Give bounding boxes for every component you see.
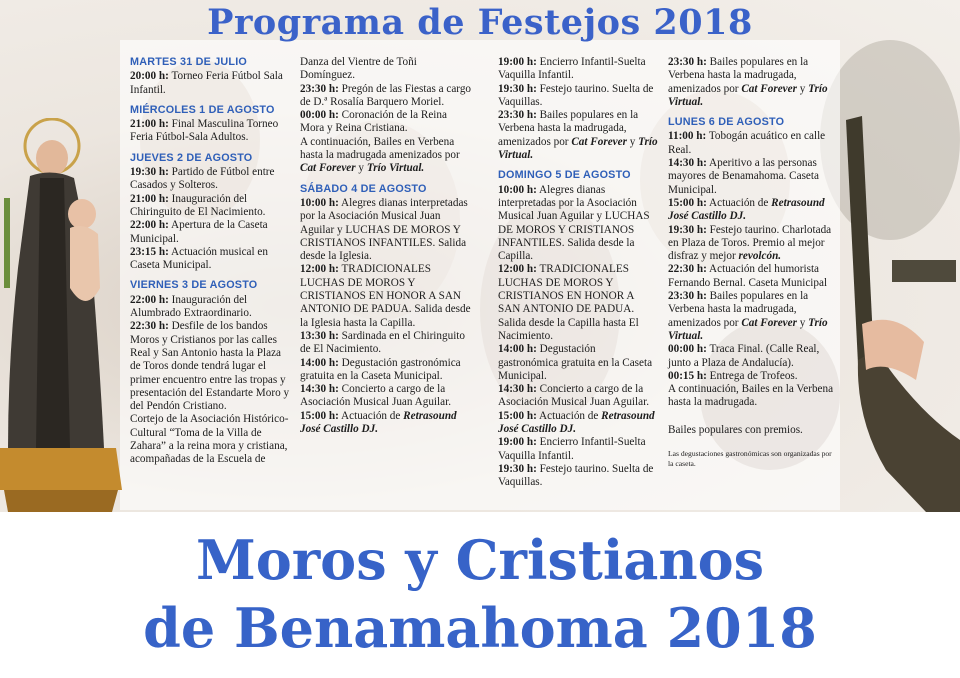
event-text: Festejo taurino. Charlotada en Plaza de Toros. Premio al mejor disfraz y mejor [668, 223, 832, 263]
event-text: Sardinada en el Chiringuito de El Nacimiento. [300, 329, 466, 356]
event-text: Torneo Feria Fútbol Sala Infantil. [130, 70, 283, 96]
event-time: 15:00 h: [668, 196, 707, 209]
event-time: 22:00 h: [130, 293, 169, 306]
event-text: Traca Final. (Calle Real, junto a Plaza de Andalucía). [668, 343, 820, 369]
event-time: 12:00 h: [498, 263, 537, 276]
program-column-1 [130, 56, 290, 467]
event-item [668, 370, 838, 383]
event-time: 10:00 h: [498, 183, 537, 196]
closing-note: Bailes populares con premios. [668, 423, 803, 436]
event-item [130, 118, 290, 145]
event-item [300, 357, 472, 384]
event-time: 19:30 h: [668, 223, 707, 236]
event-item [498, 436, 658, 463]
program-column-2 [300, 56, 472, 436]
event-item [498, 109, 658, 162]
event-time: 21:00 h: [130, 192, 169, 205]
event-continuation: A continuación, Bailes en la Verbena hasta la madrugada. [668, 383, 834, 409]
dj-name: Retrasound José Castillo DJ. [300, 409, 457, 436]
festival-name-line-1: Moros y Cristianos [195, 528, 765, 592]
event-text: Final Masculina Torneo Feria Fútbol-Sala Adultos. [130, 118, 279, 144]
musket-image [836, 110, 960, 512]
event-continuation [300, 136, 472, 176]
saint-statue-image [0, 118, 122, 512]
band-name: Cat Forever [571, 135, 627, 148]
event-item [498, 83, 658, 110]
event-time: 00:15 h: [668, 369, 707, 382]
event-time: 14:30 h: [668, 157, 707, 170]
event-time: 11:00 h: [668, 130, 707, 143]
event-text: Alegres dianas interpretadas por la Asociación Musical Juan Aguilar y LUCHAS DE MOROS Y CRISTIANOS INFANTILES. Salida desde la Capilla. [498, 183, 650, 263]
event-item [668, 224, 838, 264]
event-item [300, 410, 472, 437]
event-time: 13:30 h: [300, 329, 339, 342]
event-time: 10:00 h: [300, 196, 339, 209]
event-time: 22:00 h: [130, 219, 169, 232]
event-text: Actuación de [706, 196, 772, 209]
event-item [300, 109, 472, 136]
event-item [130, 246, 290, 273]
festival-name-line-2: de Benamahoma 2018 [143, 596, 817, 660]
event-text: Desfile de los bandos Moros y Cristianos por las calles Real y San Antonio hasta la Plaza de Toros donde tendrá lugar el primer encuentro entre las tropas y presentación del Estandarte Moro y del Pendón Cristiano. [130, 320, 290, 413]
band-name: Cat Forever [300, 162, 356, 175]
event-time: 19:00 h: [498, 56, 537, 68]
event-text: Bailes populares en la Verbena hasta la madrugada, amenizados por [498, 109, 639, 148]
band-name: Trío Virtual. [498, 135, 658, 162]
prize-name: revolcón. [738, 250, 782, 263]
band-name: Trío Virtual. [366, 162, 425, 175]
dj-name: Retrasound José Castillo DJ. [498, 409, 655, 436]
band-name: Trío Virtual. [668, 82, 828, 108]
dj-name: Retrasound José Castillo DJ. [668, 196, 825, 223]
event-item [130, 294, 290, 321]
day-heading: SÁBADO 4 DE AGOSTO [300, 182, 427, 195]
event-text: Aperitivo a las personas mayores de Benamahoma. Caseta Municipal. [668, 157, 819, 196]
event-item [130, 166, 290, 193]
event-continuation: Cortejo de la Asociación Histórico-Cultural “Toma de la Villa de Zahara” a la reina mora y cristiana, acompañadas de la Escuela de [130, 413, 289, 466]
event-text: Partido de Fútbol entre Casados y Solteros. [130, 166, 275, 192]
event-text: Alegres dianas interpretadas por la Asociación Musical Juan Aguilar y LUCHAS DE MOROS Y CRISTIANOS INFANTILES. Salida desde la Iglesia. [300, 196, 468, 263]
event-item [130, 70, 290, 97]
event-text: Tobogán acuático en calle Real. [668, 130, 826, 156]
event-item [498, 184, 658, 264]
event-item [668, 343, 838, 370]
event-text: y [796, 316, 809, 329]
event-text: Pregón de las Fiestas a cargo de D.ª Rosalía Barquero Moriel. [300, 82, 472, 108]
band-name: Cat Forever [741, 82, 797, 95]
event-item [130, 320, 290, 413]
day-heading: LUNES 6 DE AGOSTO [668, 116, 785, 129]
event-text: Festejo taurino. Suelta de Vaquillas. [498, 82, 654, 108]
event-text: Festejo taurino. Suelta de Vaquillas. [498, 462, 654, 489]
day-heading: VIERNES 3 DE AGOSTO [130, 279, 258, 292]
event-text: TRADICIONALES LUCHAS DE MOROS Y CRISTIANOS EN HONOR A SAN ANTONIO DE PADUA. Salida desde la Capilla hasta El Nacimiento. [498, 263, 639, 342]
event-time: 23:30 h: [668, 56, 707, 68]
event-text: Apertura de la Caseta Municipal. [130, 219, 268, 245]
event-item [498, 343, 658, 383]
event-text: Encierro Infantil-Suelta Vaquilla Infantil. [498, 436, 646, 462]
event-item [300, 383, 472, 410]
event-text: Actuación de [338, 409, 404, 422]
event-item [668, 157, 838, 197]
event-item [300, 83, 472, 110]
event-time: 14:00 h: [300, 356, 339, 369]
event-time: 22:30 h: [130, 320, 169, 333]
event-item [130, 193, 290, 220]
event-time: 22:30 h: [668, 263, 707, 276]
event-text: Actuación musical en Caseta Municipal. [130, 245, 268, 272]
event-item [130, 219, 290, 246]
event-text: Actuación del humorista Fernando Bernal. Caseta Municipal [668, 263, 828, 289]
event-time: 19:30 h: [498, 82, 537, 95]
event-item [668, 130, 838, 157]
event-item [498, 56, 658, 83]
event-text: y [796, 82, 809, 95]
band-name: Trío Virtual. [668, 316, 828, 342]
event-text: A continuación, Bailes en Verbena hasta la madrugada amenizados por [300, 135, 460, 162]
event-time: 21:00 h: [130, 118, 169, 131]
event-item [498, 383, 658, 410]
footnote: Las degustaciones gastronómicas son organizadas por la caseta. [668, 449, 832, 469]
event-item [498, 263, 658, 343]
event-text: Coronación de la Reina Mora y Reina Cristiana. [300, 109, 447, 135]
event-time: 19:00 h: [498, 436, 537, 449]
event-text: y [626, 135, 639, 148]
event-item [498, 463, 658, 490]
program-title: Programa de Festejos 2018 [207, 2, 753, 43]
event-text: Degustación gastronómica gratuita en la Caseta Municipal. [300, 356, 461, 382]
day-heading: MARTES 31 DE JULIO [130, 56, 247, 68]
program-column-3 [498, 56, 658, 490]
event-item [498, 410, 658, 437]
event-text: Encierro Infantil-Suelta Vaquilla Infantil. [498, 56, 646, 82]
event-text: Entrega de Trofeos. [706, 369, 798, 382]
event-time: 15:00 h: [498, 409, 537, 422]
event-time: 23:30 h: [668, 290, 707, 303]
day-heading: JUEVES 2 DE AGOSTO [130, 151, 253, 164]
event-time: 12:00 h: [300, 263, 339, 276]
event-time: 19:30 h: [130, 166, 169, 179]
event-time: 14:30 h: [300, 383, 339, 396]
event-item [300, 197, 472, 263]
event-time: 20:00 h: [130, 70, 169, 83]
event-text: Actuación de [536, 409, 602, 422]
event-text: Inauguración del Alumbrado Extraordinario. [130, 293, 252, 320]
event-continuation: Danza del Vientre de Toñi Domínguez. [300, 56, 417, 82]
day-heading: MIÉRCOLES 1 DE AGOSTO [130, 103, 275, 116]
band-name: Cat Forever [741, 316, 797, 329]
event-time: 19:30 h: [498, 462, 537, 475]
day-heading: DOMINGO 5 DE AGOSTO [498, 169, 631, 182]
event-time: 23:30 h: [300, 82, 339, 95]
event-time: 00:00 h: [668, 343, 707, 356]
event-item [668, 263, 838, 290]
event-time: 23:15 h: [130, 245, 169, 258]
event-text: TRADICIONALES LUCHAS DE MOROS Y CRISTIANOS EN HONOR A SAN ANTONIO DE PADUA. Salida desde la Iglesia hasta la Capilla. [300, 263, 471, 329]
event-text: Concierto a cargo de la Asociación Musical Juan Aguilar. [498, 383, 650, 409]
event-text: Bailes populares en la Verbena hasta la madrugada, amenizados por [668, 290, 809, 329]
event-item [668, 197, 838, 224]
program-column-4 [668, 56, 838, 477]
event-time: 14:00 h: [498, 343, 537, 356]
event-time: 00:00 h: [300, 109, 339, 122]
event-text: Bailes populares en la Verbena hasta la madrugada, amenizados por [668, 56, 809, 95]
event-time: 23:30 h: [498, 109, 537, 122]
event-text: Inauguración del Chiringuito de El Nacimiento. [130, 192, 266, 218]
event-item [300, 263, 472, 329]
event-item [300, 330, 472, 357]
event-time: 15:00 h: [300, 409, 339, 422]
event-text: Concierto a cargo de la Asociación Musical Juan Aguilar. [300, 383, 452, 409]
event-item [668, 56, 838, 109]
event-text: y [355, 162, 367, 175]
event-time: 14:30 h: [498, 383, 537, 396]
event-item [668, 290, 838, 343]
event-text: Degustación gastronómica gratuita en la Caseta Municipal. [498, 343, 653, 382]
